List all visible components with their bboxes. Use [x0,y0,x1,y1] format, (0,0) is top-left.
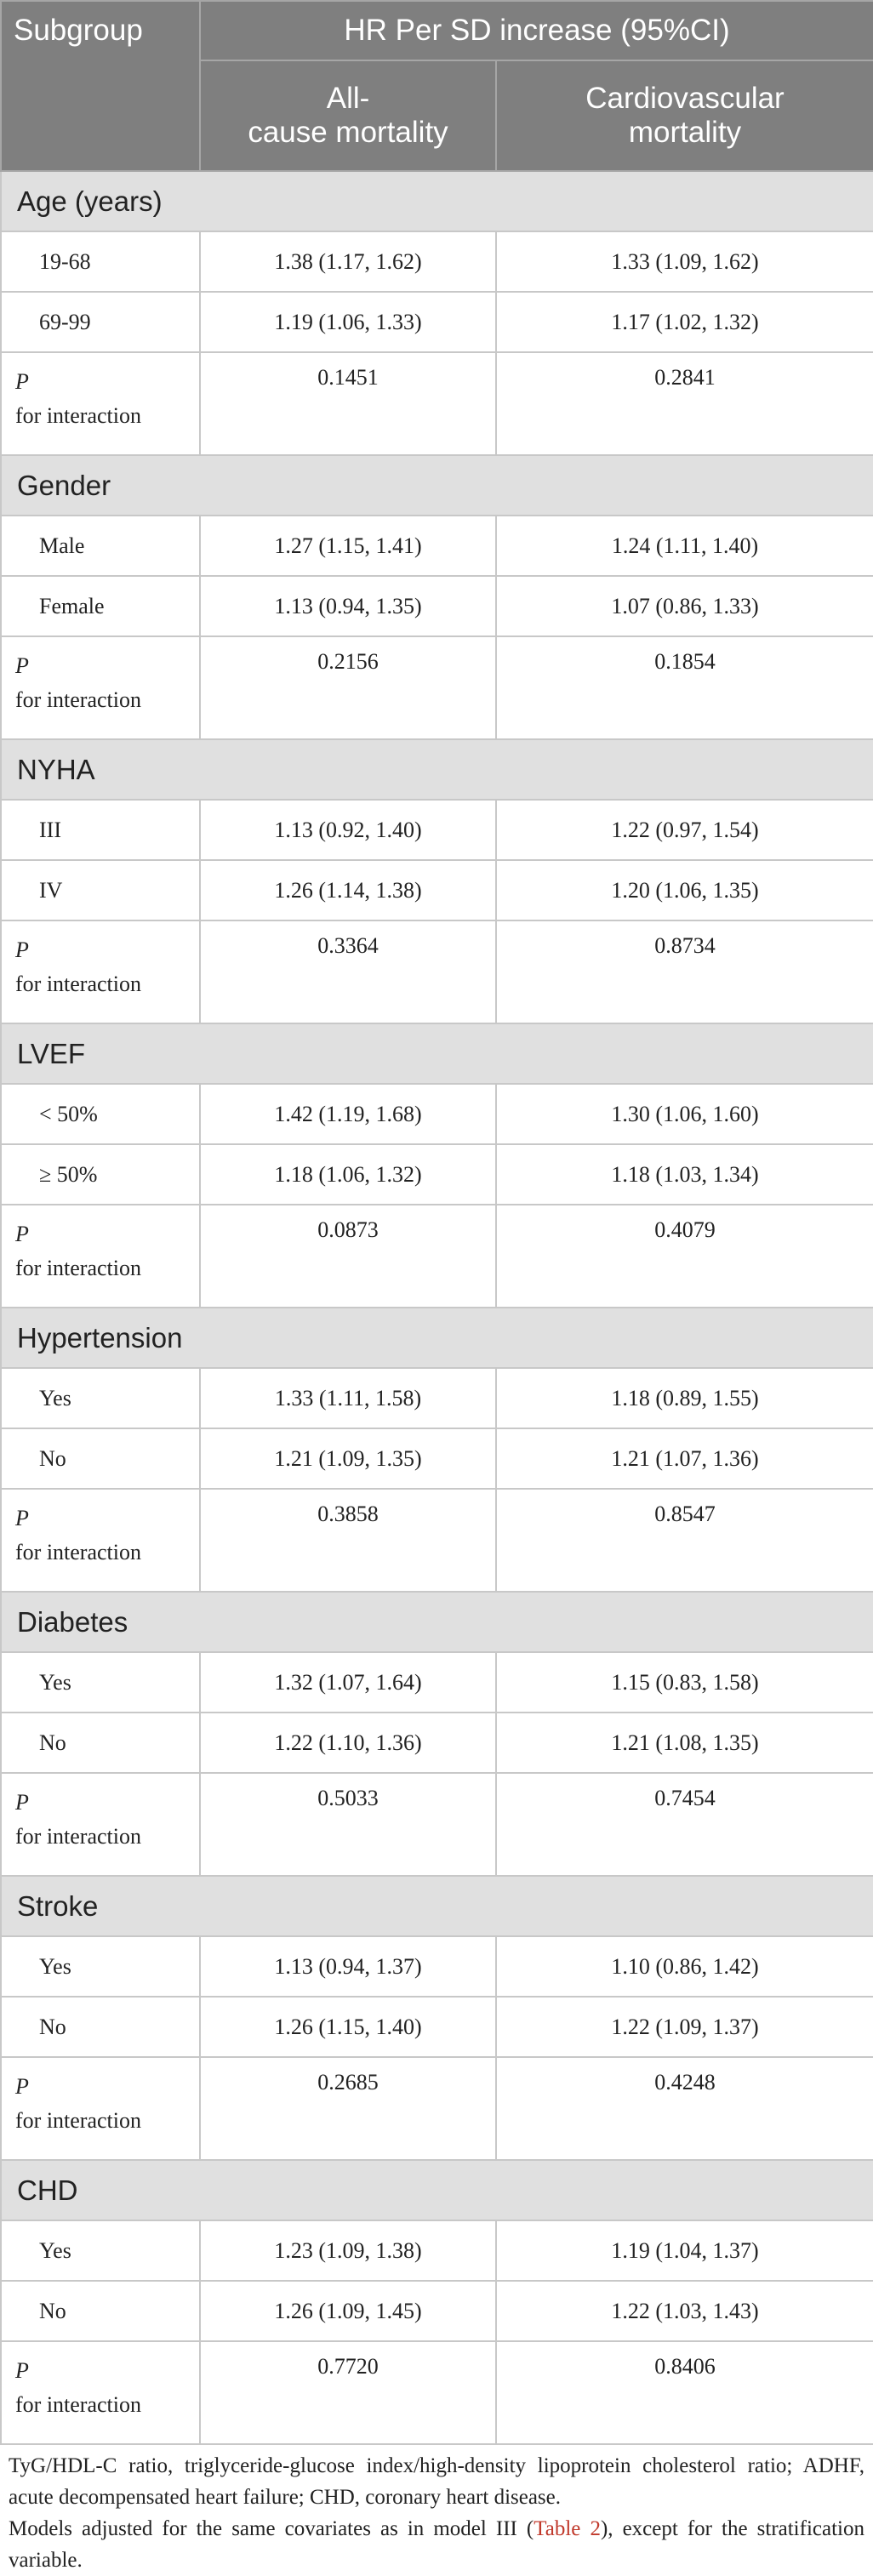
table-row [1,2220,873,2281]
p-cardiovascular-value: 0.2841 [496,352,873,455]
group-label: Hypertension [1,1308,873,1368]
p-cardiovascular-value: 0.8734 [496,920,873,1023]
group-label: Diabetes [1,1592,873,1652]
p-all-cause-value: 0.5033 [200,1773,496,1876]
cardiovascular-value: 1.18 (1.03, 1.34) [496,1144,873,1205]
row-label: < 50% [1,1084,200,1144]
group-row [1,1876,873,1936]
row-label: 69-99 [1,292,200,352]
row-label: Male [1,516,200,576]
group-label: Age (years) [1,171,873,231]
group-row [1,1592,873,1652]
group-label: LVEF [1,1023,873,1084]
group-row [1,1308,873,1368]
table-row [1,1144,873,1205]
all-cause-value: 1.26 (1.14, 1.38) [200,860,496,920]
table-row [1,1084,873,1144]
all-cause-value: 1.23 (1.09, 1.38) [200,2220,496,2281]
group-row [1,1023,873,1084]
row-label: No [1,1713,200,1773]
group-label: NYHA [1,739,873,800]
all-cause-value: 1.21 (1.09, 1.35) [200,1428,496,1489]
group-row [1,171,873,231]
table-row [1,1936,873,1997]
p-all-cause-value: 0.2156 [200,636,496,739]
group-row [1,739,873,800]
p-interaction-label: P for interaction [1,636,200,739]
p-cardiovascular-value: 0.8406 [496,2341,873,2444]
all-cause-value: 1.42 (1.19, 1.68) [200,1084,496,1144]
cardiovascular-value: 1.24 (1.11, 1.40) [496,516,873,576]
all-cause-value: 1.13 (0.94, 1.35) [200,576,496,636]
all-cause-value: 1.22 (1.10, 1.36) [200,1713,496,1773]
p-cardiovascular-value: 0.7454 [496,1773,873,1876]
p-all-cause-value: 0.7720 [200,2341,496,2444]
p-interaction-row [1,2341,873,2444]
all-cause-value: 1.32 (1.07, 1.64) [200,1652,496,1713]
p-all-cause-value: 0.0873 [200,1205,496,1308]
p-cardiovascular-value: 0.4079 [496,1205,873,1308]
cardiovascular-header: Cardiovascular mortality [496,60,873,171]
table-row [1,860,873,920]
p-interaction-label: P for interaction [1,2341,200,2444]
p-cardiovascular-value: 0.4248 [496,2057,873,2160]
p-interaction-label: P for interaction [1,1205,200,1308]
all-cause-value: 1.18 (1.06, 1.32) [200,1144,496,1205]
p-all-cause-value: 0.3364 [200,920,496,1023]
row-label: 19-68 [1,231,200,292]
group-row [1,455,873,516]
table-row [1,516,873,576]
row-label: IV [1,860,200,920]
table-row [1,292,873,352]
p-interaction-row [1,1489,873,1592]
cardiovascular-value: 1.30 (1.06, 1.60) [496,1084,873,1144]
row-label: Yes [1,2220,200,2281]
p-interaction-row [1,636,873,739]
all-cause-value: 1.26 (1.15, 1.40) [200,1997,496,2057]
row-label: Female [1,576,200,636]
p-interaction-label: P for interaction [1,352,200,455]
cardiovascular-value: 1.21 (1.07, 1.36) [496,1428,873,1489]
p-interaction-label: P for interaction [1,920,200,1023]
footnote-abbreviations: TyG/HDL-C ratio, triglyceride-glucose index/high-density lipoprotein cholesterol ratio; ADHF, acute decompensated heart failure; CHD, coronary heart disease. [9,2454,864,2509]
row-label: III [1,800,200,860]
all-cause-value: 1.27 (1.15, 1.41) [200,516,496,576]
p-cardiovascular-value: 0.1854 [496,636,873,739]
p-interaction-label: P for interaction [1,1489,200,1592]
p-interaction-row [1,352,873,455]
all-cause-value: 1.38 (1.17, 1.62) [200,231,496,292]
table-row [1,1652,873,1713]
table-body [1,171,873,2444]
subgroup-header: Subgroup [1,1,200,171]
cardiovascular-value: 1.20 (1.06, 1.35) [496,860,873,920]
table-row [1,1997,873,2057]
row-label: No [1,1428,200,1489]
cardiovascular-value: 1.07 (0.86, 1.33) [496,576,873,636]
table-row [1,800,873,860]
all-cause-value: 1.19 (1.06, 1.33) [200,292,496,352]
p-all-cause-value: 0.3858 [200,1489,496,1592]
p-interaction-label: P for interaction [1,1773,200,1876]
table-row [1,1713,873,1773]
p-interaction-row [1,2057,873,2160]
table-row [1,231,873,292]
all-cause-value: 1.13 (0.92, 1.40) [200,800,496,860]
p-interaction-row [1,920,873,1023]
row-label: Yes [1,1368,200,1428]
cardiovascular-value: 1.22 (0.97, 1.54) [496,800,873,860]
p-interaction-row [1,1205,873,1308]
cardiovascular-value: 1.18 (0.89, 1.55) [496,1368,873,1428]
table-row [1,576,873,636]
p-all-cause-value: 0.1451 [200,352,496,455]
row-label: ≥ 50% [1,1144,200,1205]
footnote [0,2445,873,2576]
group-label: Stroke [1,1876,873,1936]
all-cause-value: 1.26 (1.09, 1.45) [200,2281,496,2341]
cardiovascular-value: 1.10 (0.86, 1.42) [496,1936,873,1997]
table-row [1,1368,873,1428]
row-label: No [1,2281,200,2341]
cardiovascular-value: 1.15 (0.83, 1.58) [496,1652,873,1713]
all-cause-value: 1.13 (0.94, 1.37) [200,1936,496,1997]
cardiovascular-value: 1.17 (1.02, 1.32) [496,292,873,352]
group-label: CHD [1,2160,873,2220]
cardiovascular-value: 1.22 (1.03, 1.43) [496,2281,873,2341]
row-label: No [1,1997,200,2057]
row-label: Yes [1,1652,200,1713]
group-row [1,2160,873,2220]
hr-span-header: HR Per SD increase (95%CI) [200,1,873,60]
p-all-cause-value: 0.2685 [200,2057,496,2160]
cardiovascular-value: 1.19 (1.04, 1.37) [496,2220,873,2281]
footnote-models: Models adjusted for the same covariates as in model III (Table 2), except for the stratification variable. [9,2517,864,2572]
all-cause-header: All- cause mortality [200,60,496,171]
table-row [1,1428,873,1489]
all-cause-value: 1.33 (1.11, 1.58) [200,1368,496,1428]
row-label: Yes [1,1936,200,1997]
p-cardiovascular-value: 0.8547 [496,1489,873,1592]
group-label: Gender [1,455,873,516]
cardiovascular-value: 1.21 (1.08, 1.35) [496,1713,873,1773]
table-row [1,2281,873,2341]
p-interaction-label: P for interaction [1,2057,200,2160]
p-interaction-row [1,1773,873,1876]
table-2-link[interactable]: Table 2 [534,2517,601,2540]
cardiovascular-value: 1.22 (1.09, 1.37) [496,1997,873,2057]
cardiovascular-value: 1.33 (1.09, 1.62) [496,231,873,292]
